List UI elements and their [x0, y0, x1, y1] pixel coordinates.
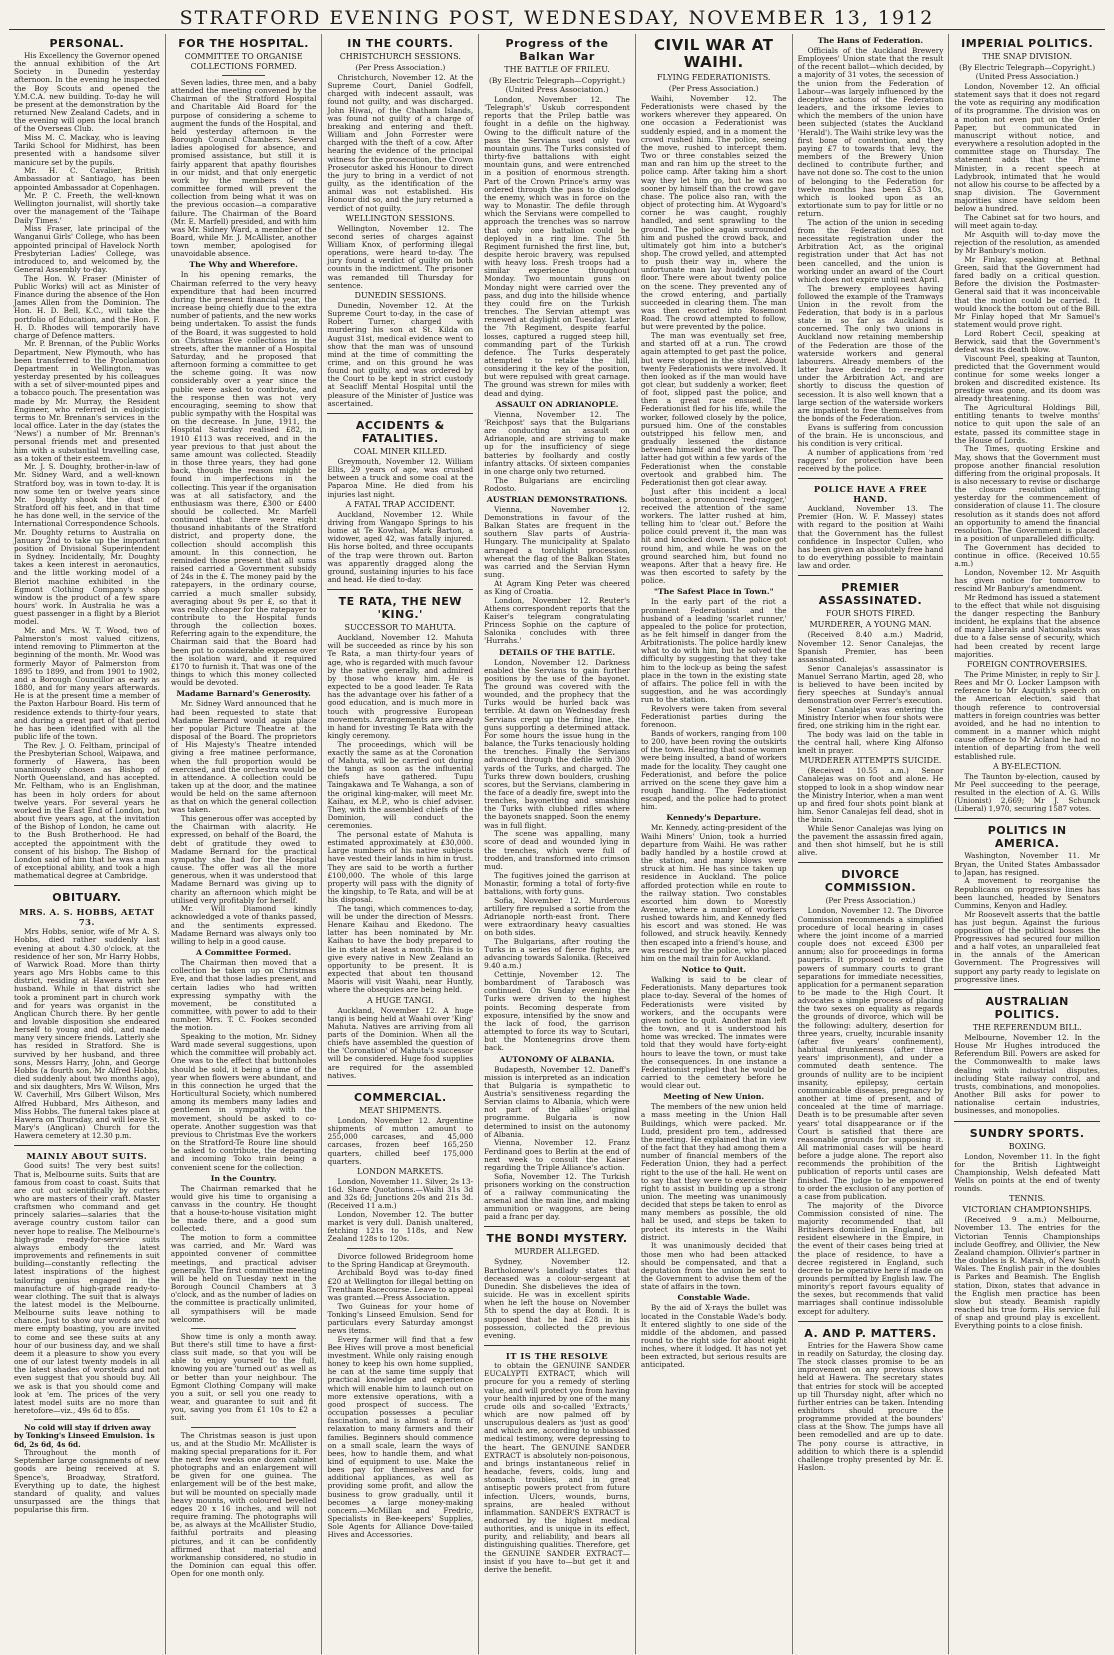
waihi-body-safest	[641, 598, 787, 811]
hospital-body-barnard	[171, 700, 317, 946]
paragraph: His Excellency the Governor opened the annual exhibition of the Art Society in Dunedin yesterday afternoon. In the evening he inspected the Boy Scouts and opened the Y.M.C.A. new building. To-day he will be present at the demonstration by the returned New Zealand Cadets, and in the evening will open the local branch of the Overseas Club.	[14, 51, 160, 134]
paragraph: Miss Fraser, late principal of the Wanganui Girls' College, who has been appointed principal of Havelock North Presbyterian Ladies' College, was introduced to, and welcomed by, the General Assembly to-day.	[14, 224, 160, 275]
studio-ad: The Christmas season is just upon us, and at the Studio Mr. McAllister is making special preparations for it. For the next few weeks one dozen cabinet photographs and an enlargement will be given for one guinea. The enlargement will be of the best make, but will be mounted on specially made heavy mounts, with coloured bevelled edges 20 x 16 inches, and will not require framing. The photographs will be, as always at the McAllister Studio, faithful portraits and pleasing pictures, and it can be confidently affirmed that material and workmanship considered, no studio in the Dominion can equal this offer. Open for one month only.	[170, 1430, 317, 1579]
hospital-body	[171, 79, 317, 258]
balkan-heading: Progress of the Balkan War	[505, 37, 609, 63]
imperial-heading: IMPERIAL POLITICS.	[961, 37, 1094, 50]
foreign-body	[954, 671, 1100, 761]
paragraph: Sydney, November 12. Bartholomew's landlady states that deceased was a colour-sergeant at Dunedin. She disbelieves the idea of suicide. He was in excellent spirits when he left the house on November 5th to spend the day at Bondi. It is supposed that he had £28 in his possession, collected the previous evening.	[484, 1257, 630, 1340]
balkan-sub-albania: AUTONOMY OF ALBANIA.	[499, 1054, 615, 1064]
america-heading: POLITICS IN AMERICA.	[987, 824, 1067, 851]
paragraph: Christchurch, November 12. At the Supreme Court, Daniel Godfell, charged with indecent assault, was found not guilty, and was discharged. John Hiwai, of the Chatham Islands, was found not guilty of a charge of breaking and entering and theft. William and John Forrester were charged with the theft of a cow. After hearing the evidence of the principal witness for the prosecution, the Crown Prosecutor asked his Honour to direct the jury to bring in a verdict of not guilty, as the identification of the animal was not established. His Honour did so, and the jury returned a verdict of not guilty.	[327, 73, 474, 213]
paragraph: The Chairman remarked that he would give his time to organising a canvass in the country. He thought that a house-to-house visitation might be made there, and a good sum collected.	[170, 1183, 317, 1234]
paragraph: London, November 12. An official statement says that it does not regard the vote as requiring any modification of its programme. The division was on a motion not even put on the Order Paper, but communicated in manuscript without notice, and everywhere a resolution adopted in the committee stage on Thursday. The statement adds that the Prime Minister, in a recent speech at Ladybrook, intimated that he would not allow his course to be affected by a snap division. The Government majorities since have seldom been below a hundred.	[954, 82, 1101, 214]
divider	[484, 1345, 630, 1346]
divider	[798, 478, 944, 479]
ap-heading: A. AND P. MATTERS.	[804, 1326, 937, 1340]
paragraph: London, November 12. The butter market is very dull. Danish unaltered, fetching 121s to 118s, and New Zealand 128s to 120s.	[327, 1209, 474, 1244]
paragraph: By the aid of X-rays the bullet was located in the Constable Wade's body. It entered slightly to one side of the middle of the abdomen, and passed round to the right side for about eight inches, where it lodged. It has not yet been extracted, but serious results are anticipated.	[640, 1303, 787, 1370]
hospital-body-why	[171, 271, 317, 687]
divider	[14, 885, 160, 886]
suits-body	[14, 1162, 160, 1415]
waihi-sub-union: Meeting of New Union.	[663, 1092, 765, 1102]
divider	[327, 413, 473, 414]
paragraph: Mr. H. C. Cavalier, British Ambassador at Santiago, has been appointed Ambassador at Copenhagen.	[14, 166, 160, 192]
paragraph: London, November 11. Silver, 2s 13-16d. Share Quotations.—Waihi 31s 3d and 32s 6d; Junctions 20s and 21s 3d. (Received 11 a.m.)	[327, 1176, 474, 1211]
divider	[191, 1427, 297, 1428]
divorce-body	[798, 907, 944, 1315]
victorian-subheading: VICTORIAN CHAMPIONSHIPS.	[962, 1205, 1092, 1215]
waihi-body-union	[641, 1103, 787, 1291]
commercial-body-meat	[327, 1117, 473, 1166]
federation-body	[798, 47, 944, 473]
paragraph: The man was eventually set free, and started off at a run. The crowd again attempted to get past the police, but were stopped in the street. About twenty Federationists were involved. It then looked as if the man would have got clear, but suddenly a worker, fleet of foot, slipped past the police, and then a great race ensued. The Federationist fled for his life, while the worker, followed closely by the police, pursued him. One of the constables outstripped his fellow men, and gradually lessened the distance between himself and the worker. The latter had got within a few yards of the Federationist when the constable overtook and grabbed him. The Federationist then got clear away.	[640, 331, 787, 487]
paragraph: Mr Asquith will to-day move the rejection of the resolution, as amended by Mr Banbury's motion.	[954, 229, 1101, 256]
paragraph: Walking is said to be clear of Federationists. Many departures took place to-day. Several of the homes of Federationists were visited by workers, and the occupants were given notice to quit. Another man left the town, and it is understood his home was wrecked. The inmates were told that they would have forty-eight hours to leave the town, or must take the consequences. In one instance a Federationist replied that he would be carried to the cemetery before he would clear out.	[640, 975, 787, 1091]
hospital-sub-committee: A Committee Formed.	[195, 948, 292, 958]
paragraph: Mrs Hobbs, senior, wife of Mr A. S. Hobbs, died rather suddenly last evening at about 4.30 o'clock, at the residence of her son, Mr Harry Hobbs, of Warwick Road. More than thirty years ago Mrs Hobbs came to this district, residing at Hawera with her husband. While in that district she took a prominent part in church work and for years was organist in the Anglican Church there. By her gentle and lovable disposition she endeared herself to young and old, and made many very sincere friends. Latterly she has resided in Stratford. She is survived by her husband, and three sons, Messrs Harry, John, and George Hobbs (a fourth son, Mr Alfred Hobbs, died suddenly about two months ago), and six daughters, Mrs W. Wilson, Mrs W. Caverhill, Mrs Gilbert Wilson, Mrs Alfred Hubbard, Mrs Aitheson, and Miss Hobbs. The funeral takes place at Hawera on Thursday, and will leave St. Mary's (Anglican) Church for the Hawera cemetery at 12.30 p.m.	[14, 927, 160, 1141]
divider	[327, 1085, 473, 1086]
balkan-body-frileu	[484, 96, 630, 398]
paragraph: The Prime Minister, in reply to Sir J. Rees and Mr O. Locker Lampson with reference to Mr Asquith's speech on the American election, said that though reference to controversial matters in foreign countries was better avoided, and he had no intention to comment in a manner which might cause offence to Mr Acland he had no intention of departing from the well established rule.	[954, 669, 1101, 761]
paragraph: The Cabinet sat for two hours, and will meet again to-day.	[954, 213, 1101, 231]
paragraph: The motion to form a committee was carried, and Mr. Ward was appointed convener of committee meetings, and practical adviser generally. The first committee meeting will be held on Tuesday next in the Borough Council Chambers at 3 o'clock, and as the number of ladies on the committee is practically unlimited, all sympathisers will be made welcome.	[170, 1233, 317, 1324]
commercial-sub-markets: LONDON MARKETS.	[357, 1166, 444, 1176]
personal-body	[14, 52, 160, 880]
paragraph: Mr Finlay, speaking at Bethnal Green, said that the Government had fared badly on a critical question. Before the division the Postmaster-General said that it was inconceivable that the motion could be carried. It would knock the bottom out of the Bill. Mr Finlay hoped that Mr Samuel's statement would prove right.	[954, 254, 1101, 330]
paragraph: London, November 11. In the fight for the British Lightweight Championship, Welsh defeated Matt Wells on points at the end of twenty rounds.	[954, 1151, 1101, 1194]
paragraph: The action of the union in seceding from the Federation does not necessitate registration under the Arbitration Act, as the original registration under that Act has not been cancelled, and the union is working under an award of the Court which does not expire until next April.	[797, 217, 944, 284]
police-heading: POLICE HAVE A FREE HAND.	[813, 484, 927, 505]
paragraph: The Chairman then moved that a collection be taken up on Christmas Eve, and that those ladies present, and certain ladies who had written expressing sympathy with the movement, be constituted a committee, with power to add to their number. Mrs. T. C. Fookes seconded the motion.	[170, 958, 317, 1033]
paragraph: The members of the new union held a mass meeting in the Union Hall Buildings, which were packed. Mr. Ludd, president pro tem., addressed the meeting. He explained that in view of the fact that they had among them a number of financial members of the Federation Union, they had a perfect right to the use of the hall. He went on to say that they were to exercise their right to assist in building up a strong union. The meeting was unanimously decided that steps be taken to enrol as many members as possible, the old hall be used, and steps be taken to protect its interests in the Waihi district.	[640, 1102, 787, 1242]
australian-heading: AUSTRALIAN POLITICS.	[985, 994, 1069, 1021]
paragraph: A movement to reorganise the Republicans on progressive lines has been launched, headed by Senators Cummins, Kenyon and Hadley.	[954, 876, 1101, 910]
byelection-subheading: A BY-ELECTION.	[992, 761, 1062, 771]
balkan-body-adrianople	[484, 411, 630, 493]
column-7	[949, 34, 1105, 1654]
divider	[191, 1328, 297, 1329]
paragraph: Mr. Kennedy, acting-president of the Waihi Miners' Union, took a hurried departure from Waihi. He was rather badly handled by a hostile crowd at the station, and many blows were struck at him. He has since taken up residence in Auckland. The police afforded protection while en route to the railway station. Two constables escorted him down to Morestly Avenue, where a number of workers rushed towards him, and Kennedy fled his escort and was stoned. He was followed, and struck heavily. Kennedy then escaped into a friend's house, and was rescued by the police, who placed him on the mail train for Auckland.	[640, 823, 787, 963]
paragraph: Speaking to the motion, Mr. Sidney Ward made several suggestions, upon which the committee will probably act. One was to the effect that buttonholes should be sold, it being a time of the year when flowers were abundant, and in this connection he urged that the Horticultural Society, which numbered among its members many ladies and gentlemen in sympathy with the movement, should be asked to co-operate. Another suggestion was that previous to Christmas Eve the workers on the Stratford-Te Roure line should be asked to contribute, the departing and incoming Toko train being a convenient scene for the collection.	[170, 1032, 317, 1172]
paragraph: London, November 12. Argentine shipments of mutton amount to 255,000 carcases, and 45,000 carcases, frozen beef 165,250 quarters, chilled beef 175,000 quarters.	[327, 1115, 474, 1166]
paragraph: Vienna, November 12. Franz Ferdinand goes to Berlin at the end of next week to consult the Kaiser regarding the Triple Alliance's action.	[484, 1138, 630, 1172]
australian-body	[954, 1034, 1100, 1116]
paragraph: Mr. J. S. Doughty, brother-in-law of Mr. Sidney Ward, and a well-known Stratford boy, was in town to-day. It is now some ten or twelve years since Mr. Doughty shook the dust of Stratford off his feet, and in that time he has done well, in the service of the International Correspondence Schools. Mr. Doughty returns to Australia on January 2nd to take up the important position of Divisional Superintendent in Sydney. Incidentally, Mr. Doughty takes a keen interest in aeronautics, and the little working model of a Bleriot machine exhibited in the Egmont Clothing Company's shop window is the product of a few spare hours' work. In Australia he was a guest passenger in a flight by a Bleriot model.	[14, 462, 160, 627]
terata-heading: TE RATA, THE NEW 'KING.'	[338, 595, 462, 622]
police-body	[798, 505, 944, 570]
column-6	[793, 34, 950, 1654]
paragraph: Sofia, November 12. Murderous artillery fire repulsed a sortie from the Adrianople north-east front. There were extraordinary heavy casualties on both sides.	[484, 895, 630, 938]
paragraph: Vienna, November 12. The 'Reichpost' says that the Bulgarians are conducting an assault on Adrianople, and are striving to make up for the insufficiency of siege batteries by foolhardy and costly infantry attacks. Of sixteen companies in one charge only two returned.	[484, 409, 630, 476]
ap-body	[798, 1342, 944, 1473]
paragraph: Good suits! The very best suits! That is, Melbourne suits. Suits that are famous from coast to coast. Suits that are cut out scientifically by cutters who are masters of their craft. Master craftsmen who command and get princely salaries—salaries that the average country custom tailor can never hope to realise. The Melbourne's high-grade ready-for-service suits always embody the latest improvements and refinements in suit building—constantly reflecting the latest inspirations of the highest tailoring genius engaged in the manufacture of high-grade ready-to-wear clothing. The suit that is always the latest model is the Melbourne. Melbourne suits leave nothing to chance. Just to show our words are not mere empty boasting, you are invited to come and see these suits at any hour of our business day, and we shall deem it a pleasure to show you every one of our latest twenty models in all the latest shades of worsteds and not even suggest that you should buy. All we ask is that you should come and look at 'em. The prices of the very latest model suits are no more than heretofore—viz., 49s 6d to 85s.	[14, 1161, 160, 1416]
obituary-body	[14, 928, 160, 1140]
paragraph: Greymouth, November 12. William Ellis, 29 years of age, was crushed between a truck and some coal at the Paparoa Mine. He died from his injuries last night.	[327, 456, 474, 499]
commercial-sub-meat: MEAT SHIPMENTS.	[359, 1105, 442, 1115]
tangi-body	[327, 1007, 473, 1080]
paragraph: Senor Canalejas's assassinator is Manuel Serrano Martin, aged 28, who is believed to have been incited by fiery speeches at Sunday's annual demonstration over Ferrer's execution.	[797, 663, 944, 706]
paragraph: Miss M. C. Mackay, who is leaving Tariki School for Midhirst, has been presented with a handsome silver manicure set by the pupils.	[14, 133, 160, 167]
egmont-ad: Show time is only a month away. But there's still time to have a first-class suit made, so that you will be able to enjoy yourself to the full, knowing you are 'turned out' as well as or better than your neighbour. The Egmont Clothing Company will make you a suit, or sell you one ready to wear, and guarantee to suit and fit you, saving you from £1 10s to £2 a suit.	[170, 1331, 317, 1423]
balkan-body-albania	[484, 1066, 630, 1222]
divider	[14, 1145, 160, 1146]
divider	[954, 1121, 1100, 1122]
waihi-sub-kennedy: Kennedy's Departure.	[666, 813, 762, 823]
paragraph: The brewery employees having followed the example of the Tramways Union in the revolt from the Federation, that body is in a parlous state in so far as Auckland is concerned. The only two unions in Auckland now retaining membership of the Federation are those of the waterside workers and general labourers. Already members of the latter have decided to re-register under the Arbitration Act, and are shortly to discuss the question of secession. It is also well known that a large section of the waterside workers are impatient to free themselves from the bonds of the Federation.	[797, 283, 944, 424]
divider	[954, 989, 1100, 990]
suits-heading: MAINLY ABOUT SUITS.	[26, 1151, 148, 1162]
paragraph: Every farmer will find that a few Bee Hives will prove a most beneficial investment. While only raising enough honey to keep his own home supplied, he can at the same time supply that practical knowledge and experience which will enable him to launch out on more extensive operations, with a good prospect of success. The occupation possesses a peculiar fascination, and is almost a form of relaxation to many farmers and their families. Beginners should commence on a small scale, learn the ways of bees, how to handle them, and what kind of equipment to use. Make the bees pay for themselves and for additional appliances, as well as providing some profit, and allow the business to grow gradually, until it becomes a large money-making concern.—McMillan and Fredric, Specialists in Bee-keepers' Supplies, Sole Agents for Alliance Dove-tailed Hives and Accessories.	[327, 1334, 474, 1540]
divider	[954, 818, 1100, 819]
federation-heading: The Hans of Federation.	[817, 36, 924, 45]
waihi-subheading: FLYING FEDERATIONISTS.	[656, 73, 771, 82]
premier-body-suicide	[798, 767, 944, 857]
paragraph: Melbourne, November 12. In the House Mr Hughes introduced the Referendum Bill. Powers are asked for the Commonwealth to make laws dealing with industrial disputes, including State railway control, and trusts, combinations, and monopolies. Another Bill asks for power to nationalise certain industries, businesses, and monopolies.	[954, 1032, 1101, 1116]
paragraph: Evans is suffering from concussion of the brain. He is unconscious, and his condition is very critical.	[797, 422, 944, 448]
america-body	[954, 852, 1100, 984]
paragraph: Mr. Sidney Ward announced that he had been requested to state that Madame Bernard would again place her popular Picture Theatre at the disposal of the Board. The proprietors of His Majesty's Theatre intended giving a free matinee performance, when the full proportion would be exercised, and the orchestra would be in attendance. A collection could be taken up at the door, and the matinee would be held on the same afternoon as that on which the general collection was taken.	[170, 699, 317, 815]
obituary-heading: OBITUARY.	[52, 891, 122, 905]
paragraph: The fugitives joined the garrison at Monastir, forming a total of forty-five battalions, with forty guns.	[484, 870, 630, 896]
paragraph: The tangi, which commences to-day, will be under the direction of Messrs. Henare Kaihau and Ekedono. The latter has been nominated by Mr. Kaihau to have the body prepared to lie in state at least a month. This is to give every native in New Zealand an opportunity to be present. It is expected that about ten thousand Maoris will visit Waahi, near Huntly, where the obsequies are being held.	[327, 903, 474, 995]
waihi-sub-safest: "The Safest Place in Town."	[653, 587, 774, 597]
paragraph: Dunedin, November 12. At the Supreme Court to-day, in the case of Robert Turner, charged with murdering his son at St. Kilda on August 31st, medical evidence went to show that the man was of unsound mind at the time of committing the crime, and on this ground he was found not guilty, and was ordered by the Court to be kept in strict custody at Seacliff Mental Hospital until the pleasure of the Minister of Justice was ascertained.	[327, 300, 474, 408]
premier-subheading-2: MURDERER, A YOUNG MAN.	[809, 620, 932, 630]
paragraph: London, November 12. The 'Telegraph's' Uskub correspondent reports that the Prilep battle was fought in a defile on the highway. Owing to the difficult nature of the pass the Servians used only two mountain guns. The Turks consisted of thirty-five battalions with eight mountain guns, and were entrenched in a position of enormous strength. Part of the Crown Prince's army was ordered through the pass to dislodge the enemy, which was in force on the way to Monastir. The defile through which the Servians were compelled to approach the trenches was so narrow that only one battalion could be deployed in a ring line. The 5th Regiment furnished the first line, but, despite heroic bravery, was repulsed with heavy loss. Fresh troops had a similar experience throughout Monday. Two mountain guns on Monday night were carried over the pass, and dug into the hillside whence they could fire on the Turkish trenches. The Servian attempt was renewed at daylight on Tuesday. Later the 7th Regiment, despite fearful losses, captured a rugged steep hill, commanding part of the Turkish defence. The Turks desperately attempted to retake the hill, considering it the key of the position, but were repulsed with great carnage. The ground was strewn for miles with dead and dying.	[484, 95, 630, 398]
balkan-sub-details: DETAILS OF THE BATTLE.	[498, 647, 616, 657]
paragraph: The Rev. J. O. Feltham, principal of the Presbyterian School, Waipawa, and formerly of Hawera, has been unanimously chosen as Bishop of North Queensland, and has accepted. Mr. Feltham, who is an Englishman, has been in holy orders for about twelve years. For several years he worked in the East End of London, but about five years ago, at the invitation of the Bishop of London, he came out to the Bush Brotherhood. He had accepted the appointment with the consent of his bishop. The Bishop of London said of him that he was a man of exceptional ability, and took a high mathematical degree at Cambridge.	[14, 740, 160, 881]
paragraph: Seven ladies, three men, and a baby attended the meeting convened by the Chairman of the Stratford Hospital and Charitable Aid Board for the purpose of considering a scheme to augment the funds of the Hospital, and held yesterday afternoon in the Borough Council Chambers. Several ladies apologised for absence, and promised assistance, but still it is fairly apparent that apathy flourishes in our midst, and that only energetic work by the members of the committee formed will prevent the collection from being what it was on the previous occasion—a comparative failure. The Chairman of the Board (Mr. E. Marfell) presided, and with him was Mr. Sidney Ward, a member of the Board, while Mr. J. McAllister, another town member, apologised for unavoidable absence.	[170, 78, 317, 259]
tangi-subheading: A HUGE TANGI.	[367, 995, 434, 1005]
divider	[798, 1321, 944, 1322]
balkan-sub-frileu: THE BATTLE OF FRILEU.	[504, 65, 610, 74]
paragraph: Viscount Peel, speaking at Taunton, predicted that the Government would continue for some weeks longer a broken and discredited existence. Its prestige was gone, and its doom was already threatening.	[954, 353, 1101, 404]
paragraph: London, November 12. Reuter's Athens correspondent reports that the Kaiser's telegram congratulating Princess Sophie on the capture of Salonika concludes with three 'Hurrahs.'	[484, 595, 630, 646]
paragraph: The Taunton by-election, caused by Mr Peel succeeding to the peerage, resulted in the election of A. G. Wills (Unionist) 2,669; Mr J. Schunck (Liberal) 1,970, securing 1587 votes.	[954, 771, 1101, 814]
paragraph: Senor Canalejas was entering the Ministry Interior when four shots were fired, one striking him in the right ear.	[797, 704, 944, 731]
dateline: (By Electric Telegraph—Copyright.) (United Press Association.)	[488, 76, 626, 94]
accidents-heading: ACCIDENTS & FATALITIES.	[355, 418, 445, 445]
divider	[484, 1226, 630, 1227]
paragraph: Budapesth, November 12. Daneff's mission is interpreted as an indication that Bulgaria is sympathetic to Austria's sensitiveness regarding the Servian claims to Albania, which were not part of the allies' original programme. Bulgaria is now determined to insist on the autonomy of Albania.	[484, 1064, 630, 1139]
paragraph: Wellington, November 12. The second series of charges against William Knox, of performing illegal operations, were heard to-day. The jury found a verdict of guilty on both counts in the indictment. The prisoner was remanded till Thursday for sentence.	[327, 223, 474, 290]
balkan-sub-austrian: AUSTRIAN DEMONSTRATIONS.	[486, 494, 628, 504]
paragraph: The Government has decided to continue in office. (Received 10.55 a.m.)	[954, 542, 1101, 569]
paragraph: The Agricultural Holdings Bill, entitling tenants to twelve months' notice to quit upon the sale of an estate, passed its committee stage in the House of Lords.	[954, 403, 1101, 445]
courts-body-wellington	[327, 225, 473, 290]
paragraph: Divorce followed Bridegroom home to the Spring Handicap at Greymouth.	[327, 1251, 474, 1269]
hospital-sub-country: In the Country.	[210, 1173, 277, 1183]
premier-subheading: FOUR SHOTS FIRED.	[825, 609, 915, 619]
columns	[9, 34, 1105, 1654]
waihi-heading: CIVIL WAR AT WAIHI.	[653, 36, 774, 71]
col3-notices	[327, 1253, 473, 1540]
accidents-sub-coal: COAL MINER KILLED.	[353, 446, 447, 456]
paragraph: London, November 12. The Divorce Commission recommends a simplified procedure of local hearing in cases where the joint income of a married couple does not exceed £300 per annum; also for proceedings in forma pauperis. It proposed to extend the powers of summary courts to grant separations for immediate necessities, application for a permanent separation to be made to the High Court. It advocates a simple process of placing the two sexes on equality as regards the grounds of divorce, which will be the following: adultery, desertion for three years, cruelty, incurable insanity (after five years' confinement), habitual drunkenness (after three years' imprisonment), and under a commuted death sentence. The grounds of nullity are to be incipient insanity, epilepsy, certain communicable diseases, pregnancy by another at time of present, and of concealed at the time of marriage. Death is to be presumable after seven years' total disappearance or if the Court is satisfied that there are reasonable grounds for supposing it. All matrimonial cases will be heard before a judge alone. The report also recommends the prohibition of the publication of reports until cases are finished. The judge to be empowered to order the exclusion of any portion of a case from publication.	[797, 906, 944, 1201]
terata-body	[327, 634, 473, 994]
paragraph: Auckland, November 12. While driving from Wangapo Springs to his home at Te Kowhai, Mark Barton, a widower, aged 42, was fatally injured. His horse bolted, and three occupants of the trap were thrown out. Barton was apparently dragged along the ground, sustaining injuries to his face and head. He died to-day.	[327, 509, 474, 584]
paragraph: This generous offer was accepted by the Chairman with alacrity. He expressed, on behalf of the Board, the debt of gratitude they owed to Madame Bernard for the practical sympathy she had for the Hospital cause. The offer was all the more generous, when it was understood that Madame Bernard was giving up to charity an afternoon which might be utilised very profitably for herself.	[170, 814, 317, 905]
paragraph: The majority of the Divorce Commission consisted of nine. The majority recommended that all Britishers domiciled in England, but resident elsewhere in the Empire, in the event of their cases being tried at the place of residence, to have a decree registered in England, such decree to be operative here if made on grounds permitted by English law. The minority's report favours equality of the sexes, but recommends that valid marriages shall continue indissoluble except for adultery.	[797, 1200, 944, 1316]
paragraph: It was unanimously decided that those men who had been attacked should be compensated, and that a deputation from the union be sent to the Government to advise them of the state of affairs in the town.	[640, 1241, 787, 1292]
foreign-subheading: FOREIGN CONTROVERSIES.	[966, 659, 1088, 669]
paragraph: Entries for the Hawera Show came in readily on Saturday, the closing day. The stock classes promise to be an improvement on any previous shows held at Hawera. The secretary states that entries for stock will be accepted up till Thursday night, after which no further entries can be taken. Intending exhibitors should procure the programme provided at the bounders' class at the Show. The jumps have all been remodelled and are up to date. The pony course is attractive, in addition to which there is a splendid challenge trophy presented by Mr. E. Haslon.	[797, 1340, 944, 1473]
hospital-subheading: COMMITTEE TO ORGANISE COLLECTIONS FORMED.	[184, 52, 303, 71]
paragraph: The body was laid on the table in the central hall, where King Alfonso knelt in prayer.	[797, 729, 944, 756]
paragraph: (Received 8.40 a.m.) Madrid, November 12. Senor Canalejas, the Spanish Premier, has been assassinated.	[797, 630, 944, 664]
paragraph: While Senor Canalejas was lying on the pavement the assassin fired again, and then shot himself, but he is still alive.	[797, 823, 944, 858]
hospital-sub-why: The Why and Wherefore.	[189, 260, 298, 270]
paragraph: Waihi, November 12. The Federationists were chased by the workers wherever they appeared. On one occasion a Federationist was suddenly espied, and in a moment the crowd rushed him. The police, seeing the move, rushed to intercept them. Two or three constables seized the man and ran him up the street to the police camp. After taking him a short way they let him go, but he was no sooner by himself than the crowd gave chase. The police also ran, with the object of protecting him. At Wygoard's corner he was caught, roughly handled, and sent sprawling to the ground. The police again surrounded him and pushed the crowd back, and ultimately got him into a butcher's shop. The crowd yelled, and attempted to push their way in, where the unfortunate man lay huddled on the floor. There were about twenty police on the scene. They prevented any of the crowd entering, and partially succeeded in clearing them. The man was then escorted into Rosemont Road. The crowd attempted to follow, but were prevented by the police.	[640, 94, 787, 332]
accidents-sub-trap: A FATAL TRAP ACCIDENT.	[345, 499, 455, 509]
dateline: (Per Press Association.)	[355, 63, 446, 72]
terata-subheading: SUCCESSOR TO MAHUTA.	[344, 623, 457, 633]
paragraph: Mr. P. C. Freeth, the well-known Wellington journalist, will shortly take over the management of the 'Taihape Daily Times.'	[14, 191, 160, 225]
divider	[34, 1419, 140, 1420]
australian-subheading: THE REFERENDUM BILL.	[972, 1022, 1082, 1032]
courts-sub-wellington: WELLINGTON SESSIONS.	[345, 213, 455, 223]
waihi-body	[641, 95, 787, 585]
paragraph: Revolvers were taken from several Federationist parties during the forenoon.	[640, 703, 787, 730]
paragraph: The proceedings, which will be exactly the same as at the Coronation of Mahuta, will be carried out during the tangi as soon as the influential chiefs have gathered. Tupu Taingakawa and Te Wahanga, a son of the original king-maker, will meet Mr. Kaihau, ex M.P., who is chief adviser. They, with the assembled chiefs of the Dominion, will conduct the ceremonies.	[327, 739, 474, 831]
paragraph: In the early part of the riot a prominent Federationist and the husband of a leading 'scarlet runner,' appealed to the police for protection, as he felt himself in danger from the Arbitrationists. The police hardly knew what to do with him, but he solved the difficulty by suggesting that they take him to the lock-up as being the safest place in the town in the existing state of affairs. The police fell in with the suggestion, and he was accordingly run to the station.	[640, 597, 787, 705]
tennis-subheading: TENNIS.	[1009, 1194, 1046, 1204]
balkan-body-austrian	[484, 506, 630, 646]
column-3	[322, 34, 479, 1654]
column-5	[636, 34, 793, 1654]
victorian-body	[954, 1216, 1100, 1330]
paragraph: Mr Roosevelt asserts that the battle has just begun. Against the furious opposition of the political bosses the Progressives had secured four million and a half votes, an unparalleled feat in the annals of the American Government. The Progressives will support any party ready to legislate on progressive lines.	[954, 909, 1101, 984]
hospital-body-country	[171, 1185, 317, 1324]
bondi-body	[484, 1258, 630, 1340]
paragraph: Mr. Will Diamond kindly acknowledged a vote of thanks passed, and the sentiments expressed. Madame Bernard was always only too willing to help in a good cause.	[170, 904, 317, 946]
imperial-body	[954, 83, 1100, 659]
paragraph: (Received 9 a.m.) Melbourne, November 13. The entries for the Victorian Tennis Championships include Geoffrey, and Ollivier, the New Zealand champion. Ollivier's partner in the doubles is R. Marsh, of New South Wales. The English pair in the doubles is Parkes and Beamish. The English station, Dixon, states that advance in the English men practice has been slow but steady. Beamish rapidly reached his true form. His service full of snap and ground play is excellent. Everything points to a close finish.	[954, 1215, 1101, 1331]
paragraph: Sofia, November 12. The Turkish prisoners working on the construction of a railway communicating the arsenal and the main line, and making ammunition or waggons, are being paid a franc per day.	[484, 1171, 630, 1222]
waihi-body-kennedy	[641, 824, 787, 963]
paragraph: Two Guineas for your home of Tonking's Linseed Emulsion. Send for particulars every Saturday amongst news items.	[327, 1301, 474, 1335]
spence-ad: Throughout the month of September large consignments of new goods are being received at S. Spence's, Broadway, Stratford. Everything up to date, the highest standard of quality, and values unsurpassed are the things that popularise this firm.	[14, 1448, 160, 1515]
courts-heading: IN THE COURTS.	[347, 37, 454, 50]
waihi-sub-notice: Notice to Quit.	[681, 965, 747, 975]
accidents-body-trap	[327, 511, 473, 584]
divider	[327, 589, 473, 590]
paragraph: Auckland, November 12. A huge tangi is being held at Waahi over 'King' Mahuta. Natives are arriving from all parts of the Dominion. When all the chiefs have assembled the question of the 'Coronation' of Mahuta's successor will be considered. Huge food supplies are required for the assembled natives.	[327, 1005, 474, 1080]
sports-heading: SUNDRY SPORTS.	[969, 1126, 1085, 1140]
emulsion-ad: No cold will stay if driven away by Tonking's Linseed Emulsion. 1s 6d, 2s 6d, 4s 6d.	[14, 1423, 155, 1449]
balkan-sub-adrianople: ASSAULT ON ADRIANOPLE.	[495, 399, 619, 409]
balkan-body-details	[484, 659, 630, 1053]
waihi-body-notice	[641, 976, 787, 1090]
column-2	[166, 34, 323, 1654]
divorce-heading: DIVORCE COMMISSION.	[824, 868, 916, 895]
commercial-heading: COMMERCIAL.	[353, 1090, 447, 1104]
paragraph: The Bulgarians, after routing the Turks in a series of fierce fights, are advancing towards Salonika. (Received 9.40 a.m.)	[484, 936, 630, 971]
imperial-subheading: THE SNAP DIVISION.	[982, 52, 1072, 61]
bondi-subheading: MURDER ALLEGED.	[514, 1247, 600, 1257]
paragraph: Washington, November 11. Mr Bryan, the United States Ambassador to Japan, has resigned.	[954, 851, 1101, 877]
premier-heading: PREMIER ASSASSINATED.	[818, 581, 923, 608]
boxing-body	[954, 1153, 1100, 1194]
byelection-body	[954, 773, 1100, 814]
paragraph: The scene was appalling, many score of dead and wounded lying in the trenches, which were full of trodden, and transformed into crimson mud.	[484, 829, 630, 871]
obituary-subheading: MRS. A. S. HOBBS, AETAT 73.	[19, 907, 155, 928]
paragraph: (Received 10.55 a.m.) Senor Canalejas was on foot and alone. He stopped to look in a shop window near the Ministry Interior, when a man went up and fired four shots point blank at him. Senor Canalejas fell dead, shot in the brain.	[797, 766, 944, 825]
courts-body-christchurch	[327, 74, 473, 213]
paragraph: At Agram King Peter was cheered as King of Croatia.	[484, 578, 630, 596]
sander-heading: IT IS THE RESOLVE	[505, 1351, 609, 1362]
paragraph: Just after this incident a local bootmaker, a pronounced 'red-ragger,' received the attention of the same workers. The latter rushed at him, telling him to 'clear out.' Before the police could prevent it, the man was hit and knocked down. The police got round him, and while he was on the ground searched him, but found no weapons. After that a heavy fire. He was then escorted to safety by the police.	[640, 486, 787, 586]
paragraph: London, November 12. Mr Asquith has given notice for tomorrow to rescind Mr Banbury's amendment.	[954, 567, 1101, 594]
sander-ad: to obtain the GENUINE SANDER EUCALYPTI EXTRACT, which will procure for you a remedy of sterling value, and will protect you from having your health injured by one of the many crude oils and so-called 'Extracts,' which are now palmed off by unscrupulous dealers as 'just as good' and which are, according to unbiassed medical testimony, were depressing to the heart. The GENUINE SANDER EXTRACT is absolutely non-poisonous, and brings instantaneous relief in headache, fevers, colds, lung and stomach troubles, and in great antiseptic powers protect from future infection. Ulcers, wounds, burns, sprains, are healed without inflammation. SANDER'S EXTRACT is endorsed by the highest medical authorities, and is unique in its effect, purity, and reliability, and bears all distinguishing qualities. Therefore, get the GENUINE SANDER EXTRACT—insist if you have to—but get it and derive the benefit.	[484, 1361, 630, 1574]
dateline: (Per Press Association.)	[825, 896, 916, 906]
boxing-subheading: BOXING.	[1008, 1141, 1046, 1151]
courts-body-dunedin	[327, 302, 473, 408]
waihi-body-wade	[641, 1304, 787, 1369]
paragraph: A number of applications from 'red raggers' for protection have been received by the police.	[797, 447, 944, 473]
paragraph: Auckland, November 12. Mahuta will be succeeded as rince by his son Te Rata, a man thirty-four years of age, who is regarded with much favour by the native generally, and admired by those who know him. He is expected to be a good leader. Te Rata has the advantage over his father of a good education, and is much more in touch with progressive European movements. Arrangements are already in hand for investing Te Rata with the kingly ceremony.	[327, 633, 474, 740]
divider	[347, 1248, 453, 1249]
paragraph: Auckland, November 13. The Premier (Hon. W. F. Massey) states with regard to the position at Waihi that the Government has the fullest confidence in Inspector Cullen, who has been given an absolutely free hand to do everything possible to maintain law and order.	[797, 504, 944, 571]
paragraph: The personal estate of Mahuta is estimated approximately at £30,000. Large numbers of his native subjects have vested their lands in him in trust. They are said to be worth a further £100,000. The whole of this large property will pass with the dignity of the kingship, to Te Rata, and will be at his disposal.	[327, 829, 474, 905]
accidents-body-coal	[327, 458, 473, 499]
paragraph: The Times, quoting Erskine and May, shows that the Government must propose another financial resolution differing from the original proposals. It is also necessary to revise or discharge the closure resolution allotting yesterday for the commencement of consideration of clause 11. The closure resolution as it stands does not afford an opportunity to amend the financial resolution. The Government is placed in a position of unparalleled difficulty.	[954, 444, 1101, 544]
paragraph: Mr Redmond has issued a statement to the effect that while not disguising the danger respecting the Banbury incident, he explains that the absence of many Liberals and Nationalists was due to a false sense of security, which had been created by recent large majorities.	[954, 592, 1101, 659]
dateline: (By Electric Telegraph—Copyright.) (United Press Association.)	[959, 63, 1096, 81]
paragraph: Mr. and Mrs. W. T. Wood, two of Palmerston's most valued citizens, intend removing to Plimmerton at the beginning of the month. Mr. Wood was formerly Mayor of Palmerston from 1895 to 1899, and from 1901 to 1902, and a Borough Councillor as early as 1880, and for many years afterwards. He is at the present time a member of the Paxton Harbour Board. His term of residence extends to thirty-four years, and during a great part of that period he has been identified with all the public life of the town.	[14, 625, 160, 741]
courts-sub-christchurch: CHRISTCHURCH SESSIONS.	[339, 52, 461, 61]
paragraph: Lord Robert Cecil, speaking at Berwick, said that the Government's defeat was its death blow.	[954, 328, 1101, 354]
paragraph: Officials of the Auckland Brewery Employees' Union state that the result of the recent ballot—which decided, by a majority of 31 votes, the secession of the union from the Federation of Labour—was largely influenced by the deceptive actions of the Federation leaders, and the irksome levies to which the members of the union have been subjected (states the Auckland 'Herald'). The Waihi strike levy was the first bone of contention, and they paying £7 to towards that levy, the members of the Brewery Union declined to contribute further, and have not done so. The cost to the union of belonging to the Federation for twelve months has been £53 10s, which is looked upon as an extortionate sum to pay for little or no return.	[797, 46, 944, 219]
divider	[222, 75, 266, 76]
paragraph: London, November 12. Darkness enabled the Servians to gain further positions by the use of the bayonet. The ground was covered with the wounded, and the prophecy that the Turks would be hurled back was terrible. At dawn on Wednesday fresh Servians crept up the firing line, the guns supporting a determined attack. For some hours the issue hung in the balance, the Turks tenaciously holding the trenches. Finally the Servians advanced through the defile with 300 yards of the Turks, and charged. The Turks threw down boulders, crushing scores, but the Servians, clambering in the face of a deadly fire, swept into the trenches, bayonetting and smashing the Turks with clubbed rifles where the bayonets snapped. Soon the enemy was in full flight.	[484, 657, 630, 830]
premier-body	[798, 631, 944, 755]
hospital-sub-barnard: Madame Barnard's Generosity.	[176, 689, 311, 699]
divider	[798, 862, 944, 863]
hospital-heading: FOR THE HOSPITAL.	[178, 37, 309, 50]
paragraph: The Hon. W. Fraser (Minister of Public Works) will act as Minister of Finance during the absence of the Hon James Allen from the Dominion. The Hon. H. D. Bell, K.C., will take the portfolio of Education, and the Hon. F. H. D. Rhodes will temporarily have charge of Defence matters.	[14, 273, 160, 340]
hospital-body-committee	[171, 959, 317, 1172]
paragraph: Mr. P. Brennan, of the Public Works Department, New Plymouth, who has been transferred to the Proclamation Department in Wellington, was yesterday presented by his colleagues with a set of silver-mounted pipes and a tobacco pouch. The presentation was made by Mr. Murray, the Resident Engineer, who referred in eulogistic terms to Mr. Brennan's services in the local office. Later in the day (states the 'News') a number of Mr. Brennan's personal friends met and presented him with a substantial travelling case, as a token of their esteem.	[14, 339, 160, 463]
dateline: (Per Press Association.)	[668, 84, 759, 93]
bondi-heading: THE BONDI MYSTERY.	[486, 1232, 628, 1246]
paragraph: Bands of workers, ranging from 100 to 200, have been roving the outskirts of the town. Hearing that some women were being insulted, a band of workers made for the locality. They caught one Federationist, and before the police arrived on the scene they gave him a rough handling. The Federationist escaped, and the police had to protect him.	[640, 728, 787, 812]
paragraph: Archibald Boyd was to-day fined £20 at Wellington for illegal betting on Trentham Racecourse. Leave to appeal was granted.—Press Association.	[327, 1268, 474, 1302]
waihi-sub-wade: Constable Wade.	[677, 1293, 750, 1303]
commercial-body-markets	[327, 1178, 473, 1244]
column-1	[9, 34, 166, 1654]
paragraph: Cettinje, November 12. The bombardment of Tarabosch was continued. On Sunday evening the Turks were driven to the highest points. Becoming desperate from exposure, intensified by the snow and the lack of food, the garrison attempted to force its way to Scutari, but the Montenegrins drove them back.	[484, 969, 630, 1053]
paragraph: Vienna, November 12. Demonstrations in favour of the Balkan States are frequent in the southern Slav parts of Austria-Hungary. The municipality at Spalato arranged a torchlight procession, whereat the flag of the Balkan States was carried and the Servian Hymn sung.	[484, 504, 630, 580]
courts-sub-dunedin: DUNEDIN SESSIONS.	[354, 290, 447, 300]
paragraph: In his opening remarks, the Chairman referred to the very heavy expenditure that had been incurred during the present financial year, the increase being chiefly due to the extra number of patients, and the new works being undertaken. To assist the funds of the Board, it was suggested to hold on Christmas Eve collections in the streets, after the manner of a Hospital Saturday, and he proposed that afternoon forming a committee to get the scheme going. It was now considerably over a year since the public were asked to contribute, and the response then was not very encouraging, seeming to show that public sympathy with the Hospital was on the decrease. In June, 1911, the Hospital Saturday realised £82, in 1910 £113 was received, and in the year previous to that just about the same amount was collected. Steadily in those three years, they had gone back, though the reason might be found in imperfections in the collecting. This year if the organisation was at all satisfactory, and the enthusiasm was there, £300 or £400 should be collected. Mr. Marfell continued that there were eight thousand inhabitants of the Stratford district, and property done, the collection should accomplish this amount. In this connection, he reminded those present that all sums raised carried a Government subsidy of 24s in the £. The money paid by the ratepayers, in the ordinary course, carried a much smaller subsidy, averaging about 9s per £, so that it was really cheaper for the ratepayer to contribute to the Hospital funds through the collection boxes. Referring again to the expenditure, the Chairman said that the Board had been put to considerable expense over the isolation ward, and it required £170 to furnish it. That was one of the things to which this money collected would be devoted.	[170, 270, 317, 688]
column-4	[479, 34, 636, 1654]
paragraph: The Bulgarians are encircling Rodosto.	[484, 475, 630, 493]
premier-sub-suicide: MURDERER ATTEMPTS SUICIDE.	[799, 756, 942, 766]
divider	[798, 575, 944, 576]
personal-heading: PERSONAL.	[49, 37, 125, 50]
masthead: STRATFORD EVENING POST, WEDNESDAY, NOVEMBER 13, 1912	[9, 6, 1105, 30]
